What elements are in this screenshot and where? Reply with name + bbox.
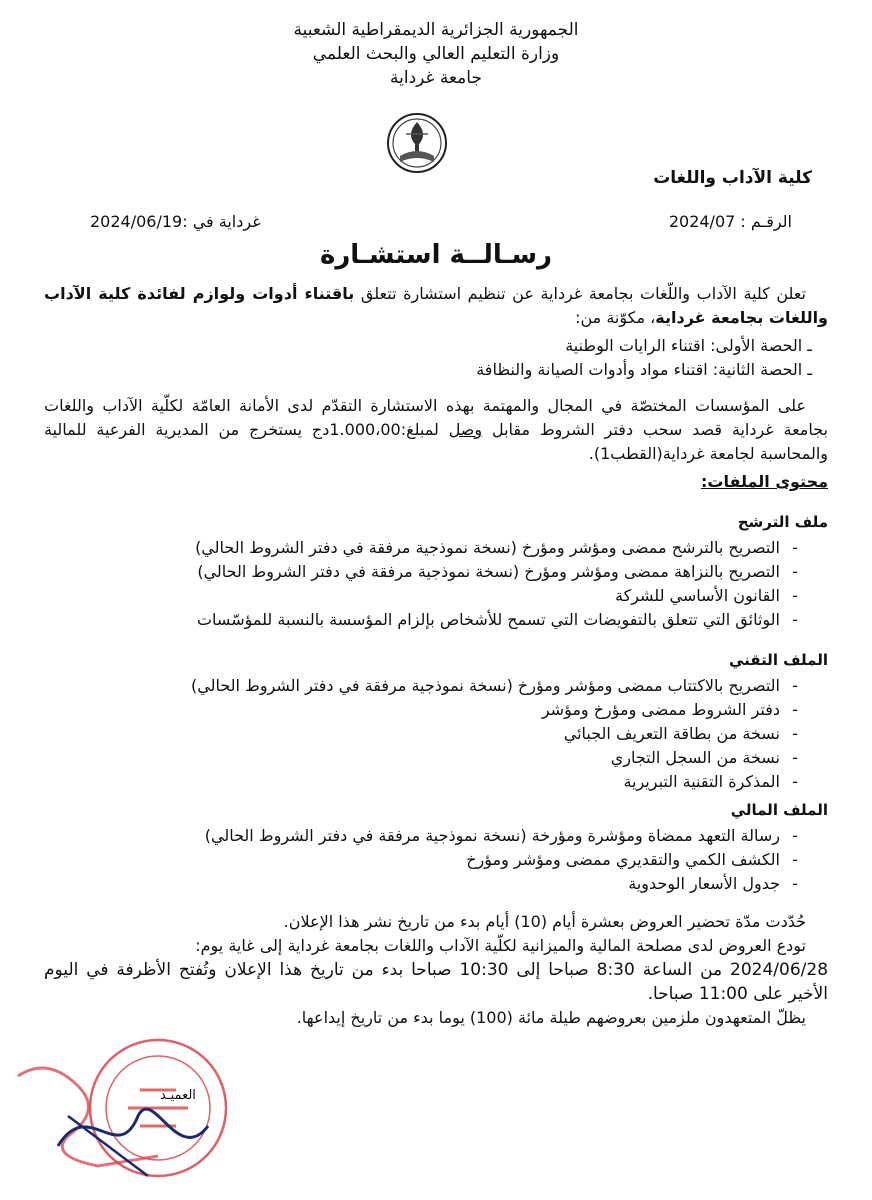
list-item: - دفتر الشروط ممضى ومؤرخ ومؤشر xyxy=(44,698,798,722)
list-item: - نسخة من السجل التجاري xyxy=(44,746,798,770)
invitation-paragraph xyxy=(44,394,828,466)
dean-label: العميـد xyxy=(160,1088,196,1103)
list-item: - الكشف الكمي والتقديري ممضى ومؤشر ومؤرخ xyxy=(44,848,798,872)
invitation-receipt-word: وصل xyxy=(448,420,483,439)
deposit-intro: تودع العروض لدى مصلحة المالية والميزانية لكلّية الآداب واللغات بجامعة غرداية إلى غاية يوم: xyxy=(195,936,806,955)
section-title: الملف التقني xyxy=(728,651,828,669)
university-name: جامعة غرداية xyxy=(390,68,482,88)
lot-item: ـ الحصة الأولى: اقتناء الرايات الوطنية xyxy=(565,336,812,355)
section-financial xyxy=(44,798,828,896)
ministry-name: وزارة التعليم العالي والبحث العلمي xyxy=(312,44,560,64)
section-items xyxy=(44,674,828,794)
intro-text-subject: باقتناء أدوات ولوازم لفائدة كلية الآداب واللغات بجامعة غرداية xyxy=(44,284,828,327)
document-body xyxy=(44,282,828,1030)
list-item: - رسالة التعهد ممضاة ومؤشرة ومؤرخة (نسخة نموذجية مرفقة في دفتر الشروط الحالي) xyxy=(44,824,798,848)
intro-paragraph xyxy=(44,282,828,330)
list-item: - التصريح بالنزاهة ممضى ومؤشر ومؤرخ (نسخة نموذجية مرفقة في دفتر الشروط الحالي) xyxy=(44,560,798,584)
official-stamp-icon xyxy=(8,1016,238,1186)
section-items xyxy=(44,536,828,632)
list-item: - جدول الأسعار الوحدوية xyxy=(44,872,798,896)
list-item: - نسخة من بطاقة التعريف الجبائي xyxy=(44,722,798,746)
deposit-detail: 2024/06/28 من الساعة 8:30 صباحا إلى 10:30 صباحا بدء من تاريخ هذا الإعلان وتُفتح الأظرفة في اليوم الأخير على 11:00 صباحا. xyxy=(44,960,829,1004)
list-item: - الوثائق التي تتعلق بالتفويضات التي تسمح للأشخاص بإلزام المؤسسة بالنسبة للمؤسّسات xyxy=(44,608,798,632)
invitation-text-end: لمبلغ:1.000،00دج يستخرج من المديرية الفرعية للمالية والمحاسبة لجامعة غرداية(القطب1). xyxy=(44,420,828,463)
lots-list xyxy=(44,334,828,382)
offer-validity: يظلّ المتعهدون ملزمين بعروضهم طيلة مائة (100) يوما بدء من تاريخ إيداعها. xyxy=(296,1008,806,1027)
section-title: ملف الترشح xyxy=(737,513,828,531)
intro-text-end: ، مكوّنة من: xyxy=(575,308,656,327)
list-item: - التصريح بالترشح ممضى ومؤشر ومؤرخ (نسخة نموذجية مرفقة في دفتر الشروط الحالي) xyxy=(44,536,798,560)
faculty-name: كلية الآداب واللغات xyxy=(653,168,812,188)
list-item: - التصريح بالاكتتاب ممضى ومؤشر ومؤرخ (نسخة نموذجية مرفقة في دفتر الشروط الحالي) xyxy=(44,674,798,698)
reference-number: الرقـم : 2024/07 xyxy=(668,212,792,231)
contents-title: محتوى الملفات: xyxy=(701,472,828,491)
closing-notes xyxy=(44,910,828,1030)
list-item: - المذكرة التقنية التبريرية xyxy=(44,770,798,794)
page-title: رسـالــة استشـارة xyxy=(319,240,553,270)
intro-text-start: تعلن كلية الآداب واللّغات بجامعة غرداية عن تنظيم استشارة تتعلق xyxy=(360,284,807,303)
document-header xyxy=(0,18,872,90)
invitation-text-start: على المؤسسات المختصّة في المجال والمهتمة بهذه الاستشارة التقدّم لدى الأمانة العامّة لكلّية الآداب واللغات بجامعة غرداية قصد سحب دفتر الشروط مقابل xyxy=(44,396,829,439)
republic-name: الجمهورية الجزائرية الديمقراطية الشعبية xyxy=(293,20,579,40)
section-items xyxy=(44,824,828,896)
section-technical xyxy=(44,648,828,794)
lot-item: ـ الحصة الثانية: اقتناء مواد وأدوات الصيانة والنظافة xyxy=(476,360,812,379)
section-title: الملف المالي xyxy=(730,801,828,819)
list-item: - القانون الأساسي للشركة xyxy=(44,584,798,608)
reference-row xyxy=(90,212,792,238)
place-and-date: غرداية في :2024/06/19 xyxy=(90,212,261,231)
section-candidacy xyxy=(44,510,828,632)
preparation-duration: حُدّدت مدّة تحضير العروض بعشرة أيام (10) أيام بدء من تاريخ نشر هذا الإعلان. xyxy=(283,912,806,931)
university-emblem-icon xyxy=(386,112,448,174)
